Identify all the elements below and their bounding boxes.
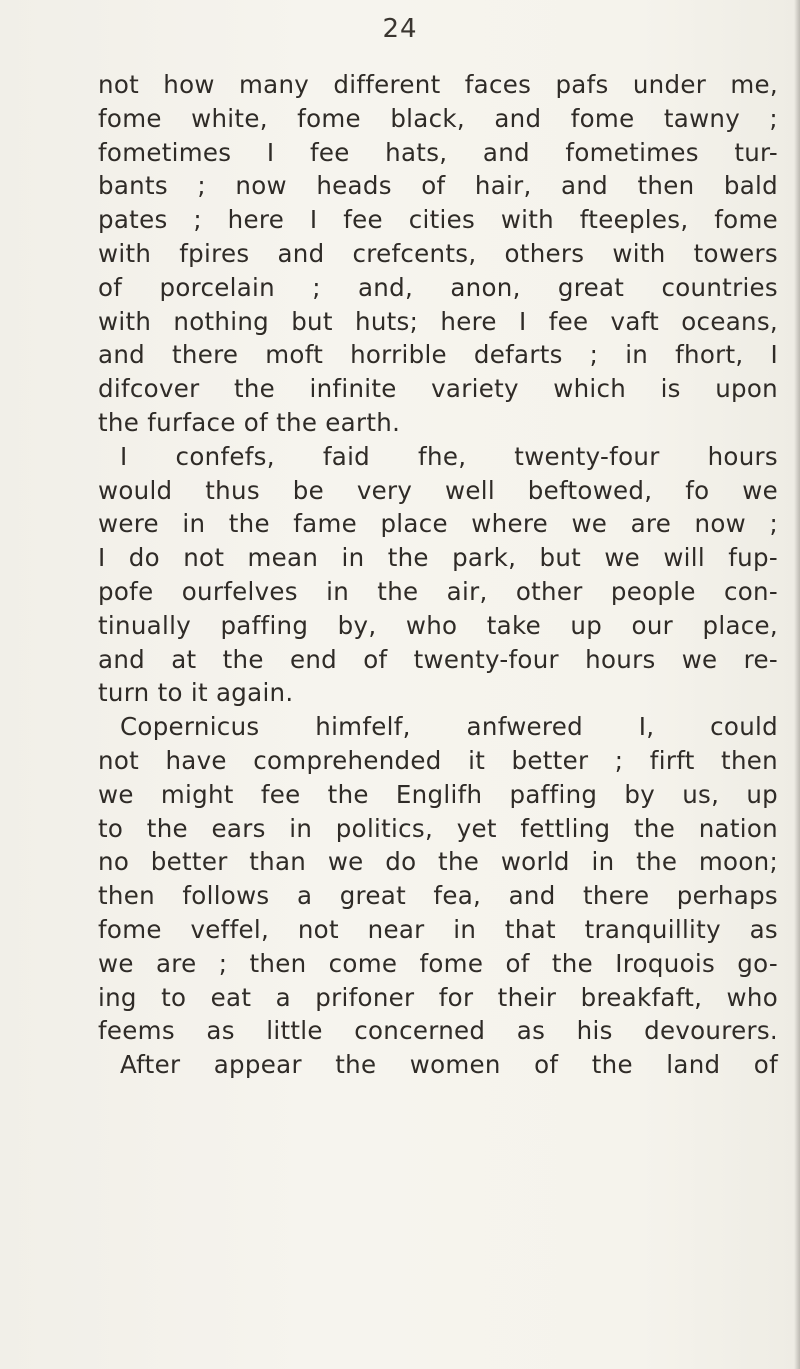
text-line-13: would thus be very well beftowed, fo we <box>98 475 778 505</box>
text-line-25: then follows a great fea, and there perhaps <box>98 881 778 911</box>
text-line-28: ing to eat a prifoner for their breakfaft, who <box>98 982 778 1012</box>
text-line-14: were in the fame place where we are now ; <box>98 509 778 539</box>
text-line-20: Copernicus himfelf, anfwered I, could <box>120 712 778 742</box>
text-line-6: with fpires and crefcents, others with towers <box>98 238 778 268</box>
body-text <box>98 68 778 1082</box>
text-line-17: tinually paffing by, who take up our place, <box>98 610 778 640</box>
page-number: 24 <box>382 14 418 44</box>
text-line-10: difcover the infinite variety which is upon <box>98 374 778 404</box>
text-line-27: we are ; then come fome of the Iroquois go- <box>98 948 778 978</box>
text-line-19: turn to it again. <box>98 678 294 708</box>
text-line-2: fome white, fome black, and fome tawny ; <box>98 103 778 133</box>
text-line-18: and at the end of twenty-four hours we re- <box>98 644 778 674</box>
text-line-9: and there moft horrible defarts ; in fhort, I <box>98 340 778 370</box>
text-line-1: not how many different faces pafs under me, <box>98 70 778 99</box>
text-line-15: I do not mean in the park, but we will fup- <box>98 543 778 573</box>
text-line-16: pofe ourfelves in the air, other people con- <box>98 576 778 606</box>
text-line-29: feems as little concerned as his devourers. <box>98 1016 778 1046</box>
text-line-8: with nothing but huts; here I fee vaft oceans, <box>98 306 778 336</box>
text-line-7: of porcelain ; and, anon, great countries <box>98 272 778 302</box>
text-line-3: fometimes I fee hats, and fometimes tur- <box>98 137 778 167</box>
text-line-21: not have comprehended it better ; firft then <box>98 745 778 775</box>
text-line-26: fome veffel, not near in that tranquillity as <box>98 914 778 944</box>
text-line-22: we might fee the Englifh paffing by us, up <box>98 779 778 809</box>
text-line-4: bants ; now heads of hair, and then bald <box>98 171 778 201</box>
text-line-5: pates ; here I fee cities with fteeples, fome <box>98 205 778 235</box>
text-line-23: to the ears in politics, yet fettling the nation <box>98 813 778 843</box>
text-line-12: I confefs, faid fhe, twenty-four hours <box>120 441 778 471</box>
page-edge-shadow <box>794 0 800 1369</box>
text-line-11: the furface of the earth. <box>98 407 401 437</box>
text-line-30: After appear the women of the land of <box>120 1050 778 1080</box>
text-line-24: no better than we do the world in the moon; <box>98 847 778 877</box>
